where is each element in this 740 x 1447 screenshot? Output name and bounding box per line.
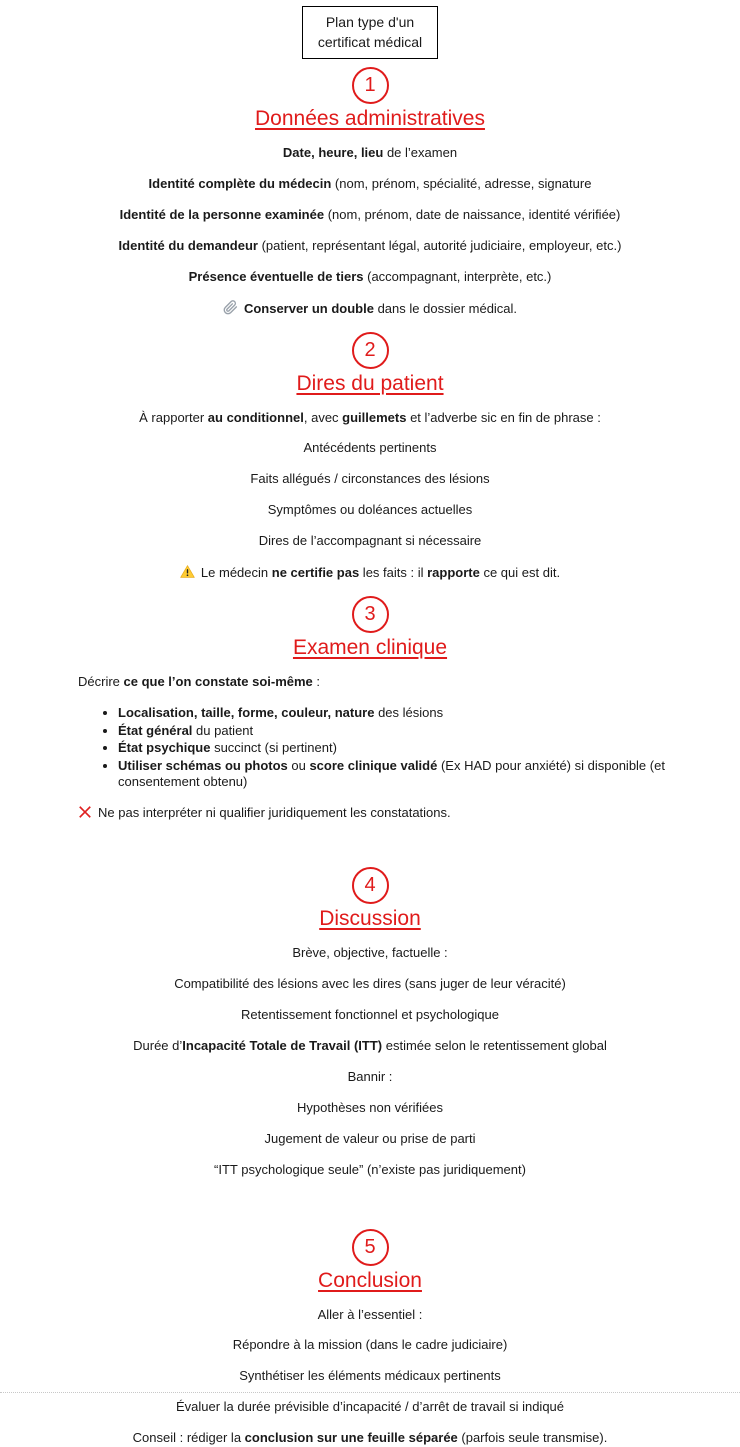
section-dires-du-patient bbox=[0, 332, 740, 582]
text: Synthétiser les éléments médicaux pertinents bbox=[239, 1368, 501, 1384]
text-line bbox=[40, 502, 700, 519]
text: du patient bbox=[192, 722, 254, 738]
text: “ITT psychologique seule” (n’existe pas juridiquement) bbox=[214, 1161, 526, 1177]
section-examen-clinique bbox=[0, 596, 740, 822]
section-title-discussion: Discussion bbox=[319, 907, 421, 931]
text: ou bbox=[287, 758, 310, 774]
text-line bbox=[40, 1307, 700, 1324]
section-conclusion bbox=[0, 1229, 740, 1447]
bullet-item bbox=[118, 740, 684, 756]
text-line bbox=[78, 674, 700, 691]
text: les faits : il bbox=[359, 564, 428, 580]
bold-text: ce que l’on constate soi-même bbox=[123, 673, 313, 689]
text: Répondre à la mission (dans le cadre judiciaire) bbox=[232, 1337, 508, 1353]
text: Jugement de valeur ou prise de parti bbox=[264, 1130, 476, 1146]
section-donnees-administratives bbox=[0, 67, 740, 317]
bold-text: Utiliser schémas ou photos bbox=[118, 758, 288, 774]
bold-text: ne certifie pas bbox=[271, 564, 360, 580]
text-line bbox=[40, 1007, 700, 1024]
bold-text: Incapacité Totale de Travail (ITT) bbox=[182, 1038, 383, 1054]
text: (accompagnant, interprète, etc.) bbox=[363, 268, 552, 284]
text: Ne pas interpréter ni qualifier juridiquement les constatations. bbox=[98, 804, 451, 820]
text-line bbox=[40, 945, 700, 962]
bold-text: guillemets bbox=[342, 409, 407, 425]
text: de l’examen bbox=[383, 145, 458, 161]
text: Dires de l’accompagnant si nécessaire bbox=[258, 533, 482, 549]
cross-icon bbox=[78, 805, 92, 819]
bold-text: au conditionnel bbox=[207, 409, 304, 425]
text-line bbox=[40, 269, 700, 286]
warning-note bbox=[40, 564, 700, 582]
bullet-list bbox=[0, 705, 684, 791]
text: estimée selon le retentissement global bbox=[382, 1038, 607, 1054]
text-line bbox=[40, 207, 700, 224]
text: succinct (si pertinent) bbox=[210, 740, 337, 756]
text-line bbox=[40, 1100, 700, 1117]
text: Faits allégués / circonstances des lésions bbox=[250, 471, 490, 487]
text: Retentissement fonctionnel et psychologique bbox=[241, 1007, 499, 1023]
text-line bbox=[40, 440, 700, 457]
section-discussion bbox=[0, 867, 740, 1178]
text: des lésions bbox=[374, 704, 444, 720]
section-title-dires-du-patient: Dires du patient bbox=[296, 371, 444, 395]
text: , avec bbox=[303, 409, 343, 425]
bold-text: score clinique validé bbox=[309, 758, 438, 774]
text-line bbox=[40, 976, 700, 993]
bold-text: Conserver un double bbox=[243, 300, 374, 316]
title-box bbox=[302, 6, 438, 59]
bold-text: Présence éventuelle de tiers bbox=[188, 268, 364, 284]
section-title-conclusion: Conclusion bbox=[318, 1268, 422, 1292]
text-line bbox=[40, 533, 700, 550]
bullet-item bbox=[118, 705, 684, 721]
text: (parfois seule transmise). bbox=[457, 1430, 608, 1446]
bold-text: État général bbox=[118, 722, 193, 738]
text-line bbox=[40, 1368, 700, 1385]
section-number-badge: 4 bbox=[352, 867, 389, 904]
text: ce qui est dit. bbox=[479, 564, 561, 580]
text-line bbox=[40, 238, 700, 255]
warning-icon bbox=[180, 564, 195, 579]
text: Le médecin bbox=[200, 564, 272, 580]
bold-text: Identité de la personne examinée bbox=[119, 206, 325, 222]
bold-text: conclusion sur une feuille séparée bbox=[244, 1430, 458, 1446]
text: Évaluer la durée prévisible d’incapacité / d’arrêt de travail si indiqué bbox=[175, 1399, 565, 1415]
text-line bbox=[40, 410, 700, 427]
title-box-text: Plan type d'un certificat médical bbox=[317, 14, 423, 50]
section-number-badge: 2 bbox=[352, 332, 389, 369]
bullet-item bbox=[118, 723, 684, 739]
text: Bannir : bbox=[347, 1068, 393, 1084]
text-line bbox=[40, 1069, 700, 1086]
paperclip-note bbox=[40, 300, 700, 318]
text-line bbox=[40, 1162, 700, 1179]
text: Brève, objective, factuelle : bbox=[292, 945, 448, 961]
text: (nom, prénom, date de naissance, identité vérifiée) bbox=[324, 206, 621, 222]
text: (Ex HAD pour anxiété) si disponible (et consentement obtenu) bbox=[118, 758, 665, 790]
text: Compatibilité des lésions avec les dires (sans juger de leur véracité) bbox=[174, 976, 566, 992]
section-title-donnees-administratives: Données administratives bbox=[255, 107, 485, 131]
cross-note bbox=[78, 805, 700, 822]
bold-text: Identité du demandeur bbox=[118, 237, 258, 253]
paperclip-icon bbox=[223, 300, 238, 315]
text: Antécédents pertinents bbox=[303, 440, 437, 456]
text: dans le dossier médical. bbox=[373, 300, 518, 316]
text: Décrire bbox=[78, 673, 124, 689]
text: Conseil : rédiger la bbox=[132, 1430, 245, 1446]
section-number-badge: 5 bbox=[352, 1229, 389, 1266]
bullet-item bbox=[118, 758, 684, 791]
text: (nom, prénom, spécialité, adresse, signature bbox=[331, 176, 592, 192]
text: et l’adverbe sic en fin de phrase : bbox=[406, 409, 601, 425]
text-line bbox=[40, 176, 700, 193]
text: À rapporter bbox=[139, 409, 208, 425]
text: Durée d’ bbox=[133, 1038, 183, 1054]
text-line bbox=[40, 1131, 700, 1148]
section-number-badge: 1 bbox=[352, 67, 389, 104]
text: Symptômes ou doléances actuelles bbox=[267, 502, 473, 518]
text: (patient, représentant légal, autorité judiciaire, employeur, etc.) bbox=[257, 237, 622, 253]
text-line bbox=[40, 1038, 700, 1055]
text: Aller à l’essentiel : bbox=[317, 1306, 423, 1322]
section-title-examen-clinique: Examen clinique bbox=[292, 635, 448, 659]
sections-container bbox=[0, 67, 740, 1447]
text-line bbox=[40, 471, 700, 488]
bold-text: Date, heure, lieu bbox=[282, 145, 384, 161]
text: Hypothèses non vérifiées bbox=[297, 1099, 443, 1115]
text: : bbox=[312, 673, 321, 689]
bold-text: Localisation, taille, forme, couleur, nature bbox=[118, 704, 375, 720]
bold-text: Identité complète du médecin bbox=[148, 176, 332, 192]
text-line bbox=[40, 145, 700, 162]
section-number-badge: 3 bbox=[352, 596, 389, 633]
text-line bbox=[40, 1337, 700, 1354]
bold-text: État psychique bbox=[118, 740, 211, 756]
bold-text: rapporte bbox=[427, 564, 480, 580]
text-line bbox=[40, 1430, 700, 1447]
text-line bbox=[40, 1399, 700, 1416]
